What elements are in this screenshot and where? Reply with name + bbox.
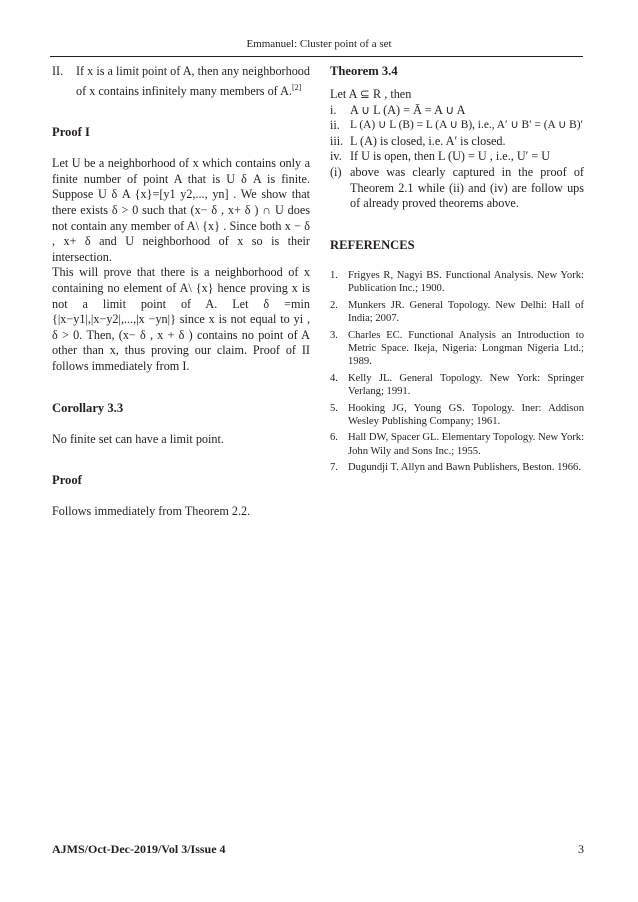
- item-ii: [52, 64, 310, 99]
- theorem-item: [330, 118, 584, 134]
- theorem-item: [330, 134, 584, 150]
- theorem-item-number: iv.: [330, 149, 342, 164]
- corollary-heading: Corollary 3.3: [52, 400, 124, 415]
- header-rule: [50, 56, 583, 57]
- theorem-heading: Theorem 3.4: [330, 64, 398, 78]
- theorem-item-text: L (A) is closed, i.e. A′ is closed.: [350, 133, 506, 148]
- reference-item: [330, 269, 584, 295]
- running-title: Emmanuel: Cluster point of a set: [246, 38, 392, 50]
- theorem-intro: Let A ⊆ R , then: [330, 87, 412, 101]
- reference-text: Frigyes R, Nagyi BS. Functional Analysis. New York: Publication Inc.; 1900.: [348, 269, 584, 294]
- reference-item: [330, 372, 584, 398]
- proof-heading: Proof: [52, 473, 82, 488]
- theorem-item-number: i.: [330, 102, 337, 117]
- theorem-item-text: above was clearly captured in the proof of Theorem 2.1 while (ii) and (iv) are follow ups of already proved theorems above.: [350, 164, 584, 211]
- proof-1-paragraph-2: This will prove that there is a neighborhood of x containing no element of A\ {x} hence proving x is not a limit point of A. Let δ =min {|x−y1|,|x−y2|,...,|x −yn|} since x is not equal to yi , δ > 0. Then, (x− δ , x + δ ) contains no point of A other than x, thus proving our claim. Proof of II follows immediately from I.: [52, 265, 310, 373]
- theorem-item-text: L (A) ∪ L (B) = L (A ∪ B), i.e., A′ ∪ B′ = (A ∪ B)′: [350, 119, 584, 132]
- reference-text: Kelly JL. General Topology. New York: Springer Verlang; 1991.: [348, 372, 584, 397]
- theorem-item-number: iii.: [330, 133, 344, 148]
- proof-text: Follows immediately from Theorem 2.2.: [52, 504, 251, 519]
- theorem-item: [330, 149, 584, 165]
- item-ii-body: [76, 64, 310, 99]
- reference-text: Hooking JG, Young GS. Topology. Iner: Addison Wesley Publishing Company; 1961.: [348, 402, 584, 427]
- left-column: [52, 64, 310, 520]
- reference-number: 6.: [330, 432, 338, 444]
- proof-1-paragraph-1: Let U be a neighborhood of x which contains only a finite number of point A that is U δ A is finite. Suppose U δ A {x}=[y1 y2,..., yn] . We show that there exists δ > 0 such that (x− δ , x+ δ ) ∩ U does not contain any member of A\ {x} . Since both x − δ , x+ δ and U neighborhood of x so is their intersection.: [52, 156, 310, 264]
- reference-number: 1.: [330, 269, 338, 281]
- reference-text: Dugundji T. Allyn and Bawn Publishers, Beston. 1966.: [348, 462, 581, 474]
- references-heading: REFERENCES: [330, 237, 415, 252]
- theorem-item-number: (i): [330, 164, 342, 179]
- theorem-item-number: ii.: [330, 118, 340, 133]
- reference-item: [330, 461, 584, 474]
- reference-number: 5.: [330, 402, 338, 414]
- theorem-item-text: A ∪ L (A) = Ā = A ∪ A: [350, 102, 466, 117]
- reference-list: [330, 269, 584, 475]
- reference-item: [330, 329, 584, 369]
- reference-text: Munkers JR. General Topology. New Delhi: Hall of India; 2007.: [348, 299, 584, 324]
- journal-footer: AJMS/Oct-Dec-2019/Vol 3/Issue 4: [52, 842, 226, 856]
- reference-number: 7.: [330, 462, 338, 474]
- theorem-item: [330, 165, 584, 212]
- theorem-item: [330, 103, 584, 119]
- proof-1-heading: Proof I: [52, 125, 90, 140]
- theorem-item-text: If U is open, then L (U) = U , i.e., U′ = U: [350, 149, 551, 164]
- reference-text: Hall DW, Spacer GL. Elementary Topology. New York: John Wily and Sons Inc.; 1955.: [348, 432, 585, 457]
- citation-2[interactable]: [2]: [291, 82, 302, 92]
- reference-item: [330, 299, 584, 325]
- reference-item: [330, 431, 584, 457]
- reference-text: Charles EC. Functional Analysis an Introduction to Metric Space. Ikeja, Nigeria: Longman Nigeria Ltd.; 1989.: [348, 329, 584, 367]
- reference-number: 2.: [330, 299, 338, 311]
- item-ii-text: If x is a limit point of A, then any neighborhood of x contains infinitely many members of A.: [76, 64, 310, 98]
- reference-number: 3.: [330, 329, 338, 341]
- reference-number: 4.: [330, 372, 338, 384]
- item-ii-number: II.: [52, 64, 64, 78]
- page-number: 3: [578, 842, 584, 856]
- corollary-text: No finite set can have a limit point.: [52, 431, 224, 446]
- reference-item: [330, 402, 584, 428]
- right-column: [330, 64, 584, 478]
